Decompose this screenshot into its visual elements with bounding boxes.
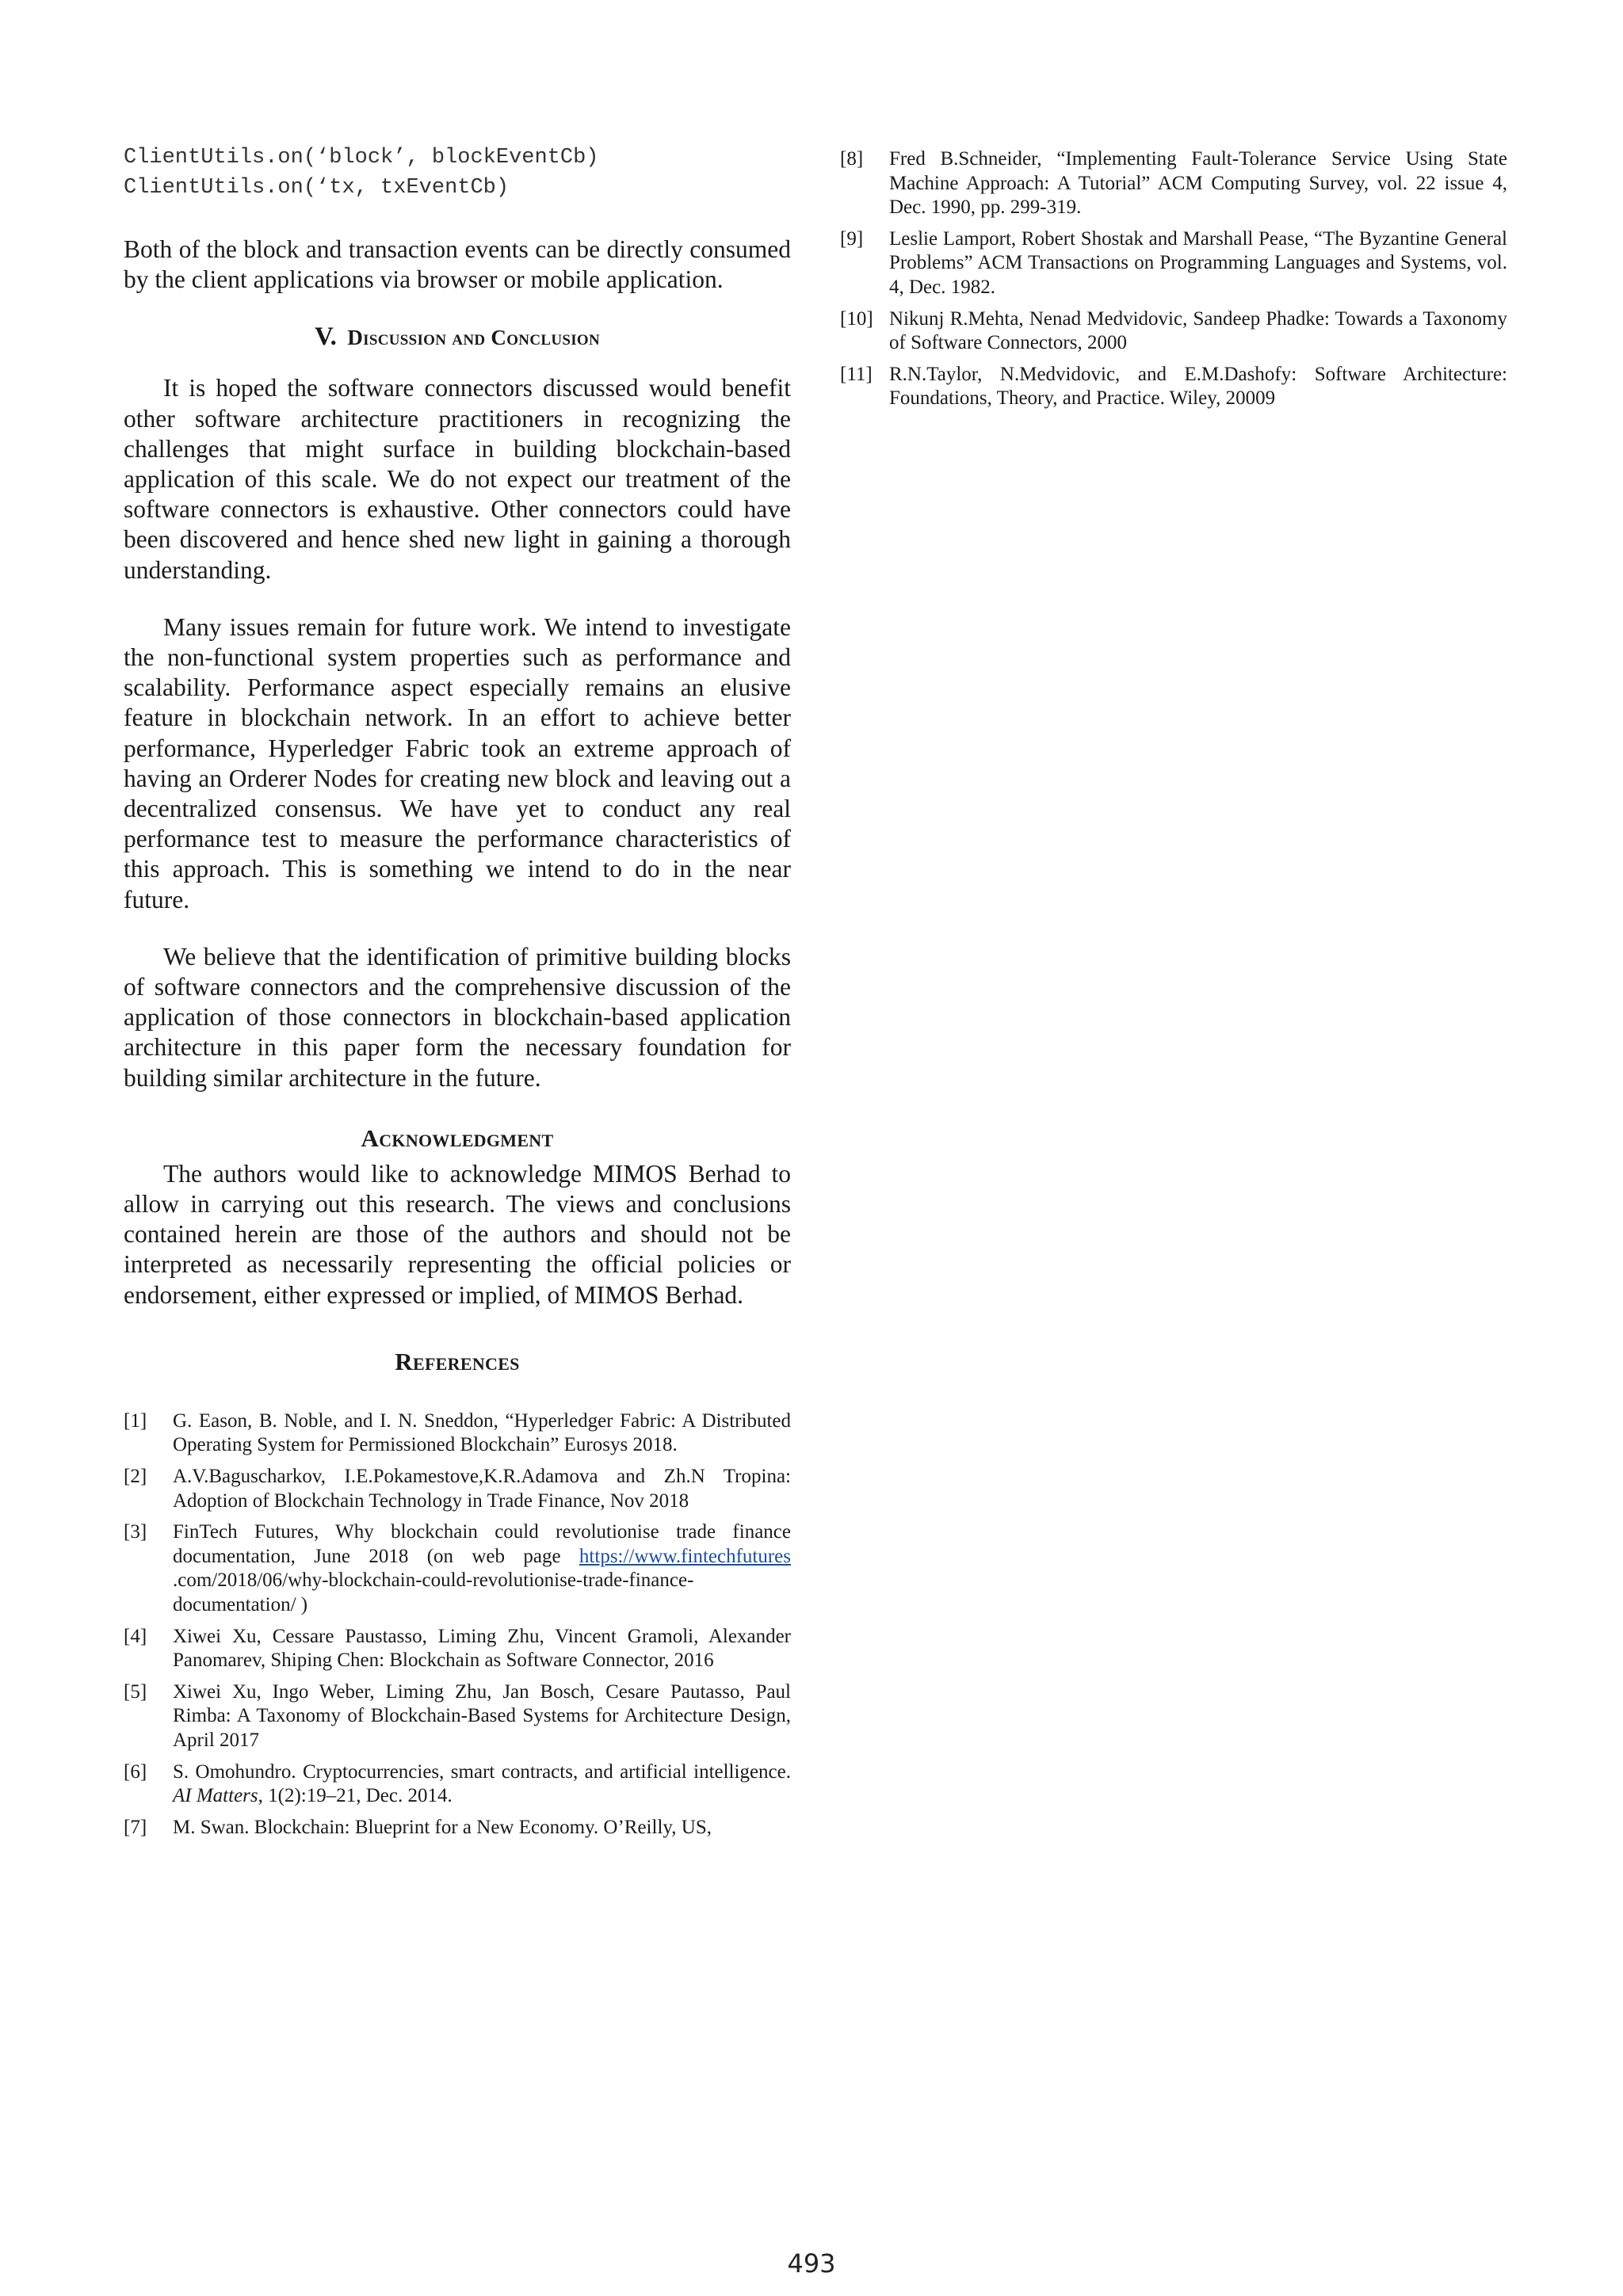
references-list-left — [124, 1409, 791, 1840]
reference-item-5: [5] Xiwei Xu, Ingo Weber, Liming Zhu, Jan Bosch, Cesare Pautasso, Paul Rimba: A Taxonomy of Blockchain-Based Systems for Architecture Design, April 2017 — [124, 1680, 791, 1752]
intro-paragraph: Both of the block and transaction events can be directly consumed by the client applications via browser or mobile application. — [124, 235, 791, 294]
right-column — [840, 147, 1507, 418]
reference-item-6: [6] S. Omohundro. Cryptocurrencies, smart contracts, and artificial intelligence. AI Matters, 1(2):19–21, Dec. 2014. — [124, 1760, 791, 1807]
left-column — [124, 143, 791, 1847]
references-heading — [124, 1348, 791, 1376]
reference-item-1: [1] G. Eason, B. Noble, and I. N. Sneddon, “Hyperledger Fabric: A Distributed Operating System for Permissioned Blockchain” Eurosys 2018. — [124, 1409, 791, 1456]
code-line-block-event: ClientUtils.on(‘block’, blockEventCb) — [124, 146, 599, 170]
reference-item-2: [2] A.V.Baguscharkov, I.E.Pokamestove,K.R.Adamova and Zh.N Tropina: Adoption of Blockchain Technology in Trade Finance, Nov 2018 — [124, 1466, 791, 1512]
page-number: 493 — [787, 2248, 836, 2279]
reference-item-3: [3] FinTech Futures, Why blockchain could revolutionise trade finance documentation, June 2018 (on web page https://www.fintechfutures .com/2018/06/why-blockchain-could-revolutionise-trade-finance-documentation/ ) — [124, 1521, 791, 1616]
section-title: Discussion and Conclusion — [347, 326, 600, 350]
section-number: V. — [315, 322, 337, 352]
acknowledgment-paragraph: The authors would like to acknowledge MIMOS Berhad to allow in carrying out this research. The views and conclusions contained herein are those of the authors and should not be interpreted as necessarily representing the official policies or endorsement, either expressed or implied, of MIMOS Berhad. — [124, 1159, 791, 1309]
acknowledgment-title: Acknowledgment — [361, 1123, 554, 1152]
reference-item-4: [4] Xiwei Xu, Cessare Paustasso, Liming Zhu, Vincent Gramoli, Alexander Panomarev, Shiping Chen: Blockchain as Software Connector, 2016 — [124, 1625, 791, 1672]
acknowledgment-heading — [124, 1125, 791, 1153]
code-line-tx-event: ClientUtils.on(‘tx, txEventCb) — [124, 176, 510, 200]
discussion-paragraph-3: We believe that the identification of primitive building blocks of software connectors and the comprehensive discussion of the application of those connectors in blockchain-based application architecture in this paper form the necessary foundation for building similar architecture in the future. — [124, 942, 791, 1092]
reference-item-10: [10] Nikunj R.Mehta, Nenad Medvidovic, Sandeep Phadke: Towards a Taxonomy of Software Connectors, 2000 — [840, 307, 1507, 354]
references-title: References — [395, 1347, 520, 1375]
discussion-paragraph-2: Many issues remain for future work. We intend to investigate the non-functional system properties such as performance and scalability. Performance aspect especially remains an elusive feature in blockchain network. In an effort to achieve better performance, Hyperledger Fabric took an extreme approach of having an Orderer Nodes for creating new block and leaving out a decentralized consensus. We have yet to conduct any real performance test to measure the performance characteristics of this approach. This is something we intend to do in the near future. — [124, 612, 791, 913]
reference-item-9: [9] Leslie Lamport, Robert Shostak and Marshall Pease, “The Byzantine General Problems” ACM Transactions on Programming Languages and Systems, vol. 4, Dec. 1982. — [840, 227, 1507, 298]
reference-item-7: [7] M. Swan. Blockchain: Blueprint for a New Economy. O’Reilly, US, — [124, 1816, 712, 1838]
discussion-paragraph-1: It is hoped the software connectors discussed would benefit other software architecture practitioners in recognizing the challenges that might surface in building blockchain-based application of this scale. We do not expect our treatment of the software connectors is exhaustive. Other connectors could have been discovered and hence shed new light in gaining a thorough understanding. — [124, 374, 791, 584]
reference-item-8: [8] Fred B.Schneider, “Implementing Fault-Tolerance Service Using State Machine Approach: A Tutorial” ACM Computing Survey, vol. 22 issue 4, Dec. 1990, pp. 299-319. — [840, 148, 1507, 219]
references-list-right — [840, 147, 1507, 411]
reference-item-11: [11] R.N.Taylor, N.Medvidovic, and E.M.Dashofy: Software Architecture: Foundations, Theory, and Practice. Wiley, 20009 — [840, 363, 1507, 410]
reference-link-fintechfutures[interactable]: https://www.fintechfutures — [579, 1545, 791, 1567]
section-heading-discussion — [124, 323, 791, 351]
